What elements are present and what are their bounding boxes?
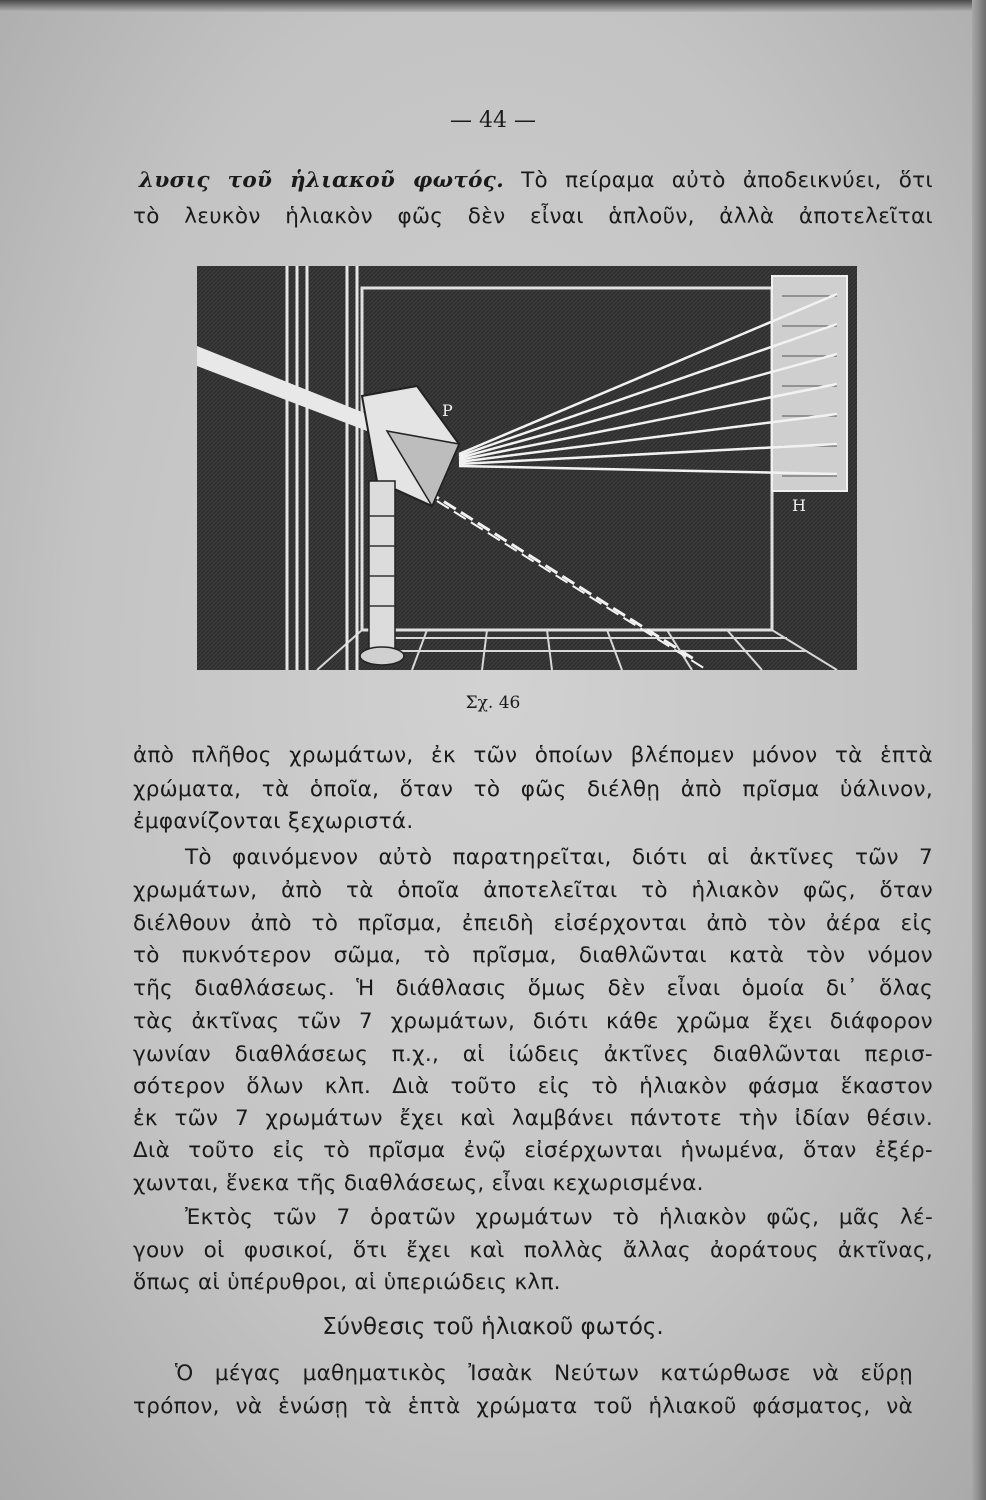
- text-line-2: τὸ λευκὸν ἡλιακὸν φῶς δὲν εἶναι ἁπλοῦν, ἀλλὰ ἀποτελεῖται: [133, 204, 933, 229]
- para2-line-8: σότερον ὅλων κλπ. Διὰ τοῦτο εἰς τὸ ἡλιακὸν φάσμα ἕκαστον: [133, 1074, 933, 1099]
- text-line-1-rest: Τὸ πείραμα αὐτὸ ἀποδεικνύει, ὅτι: [521, 168, 933, 193]
- para3-line-2: γουν οἱ φυσικοί, ὅτι ἔχει καὶ πολλὰς ἄλλας ἀοράτους ἀκτῖνας,: [133, 1238, 933, 1263]
- prism-figure: [197, 266, 857, 670]
- para3-line-1: Ἐκτὸς τῶν 7 ὁρατῶν χρωμάτων τὸ ἡλιακὸν φῶς, μᾶς λέ-: [185, 1205, 933, 1230]
- para1-line-2: χρώματα, τὰ ὁποῖα, ὅταν τὸ φῶς διέλθῃ ἀπὸ πρῖσμα ὑάλινον,: [133, 777, 933, 802]
- para2-line-7: γωνίαν διαθλάσεως π.χ., αἱ ἰώδεις ἀκτῖνες διαθλῶνται περισ-: [133, 1042, 933, 1067]
- para2-line-11: χωνται, ἕνεκα τῆς διαθλάσεως, εἶναι κεχωρισμένα.: [133, 1171, 704, 1196]
- para4-line-1: Ὁ μέγας μαθηματικὸς Ἰσαὰκ Νεύτων κατώρθωσε νὰ εὕρῃ: [175, 1361, 913, 1386]
- prism-illustration: [197, 266, 857, 670]
- para2-line-2: χρωμάτων, ἀπὸ τὰ ὁποῖα ἀποτελεῖται τὸ ἡλιακὸν φῶς, ὅταν: [133, 878, 933, 903]
- para2-line-6: τὰς ἀκτῖνας τῶν 7 χρωμάτων, διότι κάθε χρῶμα ἔχει διάφορον: [133, 1009, 933, 1034]
- section-heading: Σύνθεσις τοῦ ἡλιακοῦ φωτός.: [322, 1314, 664, 1340]
- para2-line-1: Τὸ φαινόμενον αὐτὸ παρατηρεῖται, διότι αἱ ἀκτῖνες τῶν 7: [185, 845, 933, 870]
- para1-line-1: ἀπὸ πλῆθος χρωμάτων, ἐκ τῶν ὁποίων βλέπομεν μόνον τὰ ἑπτὰ: [133, 743, 933, 768]
- para2-line-9: ἐκ τῶν 7 χρωμάτων ἔχει καὶ λαμβάνει πάντοτε τὴν ἰδίαν θέσιν.: [133, 1106, 933, 1131]
- italic-title-fragment: λυσις τοῦ ἡλιακοῦ φωτός.: [139, 168, 504, 193]
- para2-line-3: διέλθουν ἀπὸ τὸ πρῖσμα, ἐπειδὴ εἰσέρχονται ἀπὸ τὸν ἀέρα εἰς: [133, 911, 933, 936]
- para3-line-3: ὅπως αἱ ὑπέρυθροι, αἱ ὑπεριώδεις κλπ.: [133, 1270, 561, 1295]
- page-right-edge: [972, 0, 986, 1500]
- para4-line-2: τρόπον, νὰ ἑνώσῃ τὰ ἑπτὰ χρώματα τοῦ ἡλιακοῦ φάσματος, νὰ: [133, 1394, 913, 1419]
- text-line-1: [139, 166, 933, 196]
- para1-line-3: ἐμφανίζονται ξεχωριστά.: [133, 809, 414, 834]
- page-top-edge: [0, 0, 986, 12]
- para2-line-10: Διὰ τοῦτο εἰς τὸ πρῖσμα ἐνῷ εἰσέρχωνται ἡνωμένα, ὅταν ἐξέρ-: [133, 1138, 933, 1163]
- figure-caption: Σχ. 46: [465, 693, 521, 713]
- figure-label-p: P: [442, 401, 453, 420]
- para2-line-4: τὸ πυκνότερον σῶμα, τὸ πρῖσμα, διαθλῶνται κατὰ τὸν νόμον: [133, 943, 933, 968]
- page-number: — 44 —: [450, 108, 536, 133]
- para2-line-5: τῆς διαθλάσεως. Ἡ διάθλασις ὅμως δὲν εἶναι ὁμοία δι᾽ ὅλας: [133, 976, 933, 1001]
- figure-label-h: H: [792, 496, 806, 515]
